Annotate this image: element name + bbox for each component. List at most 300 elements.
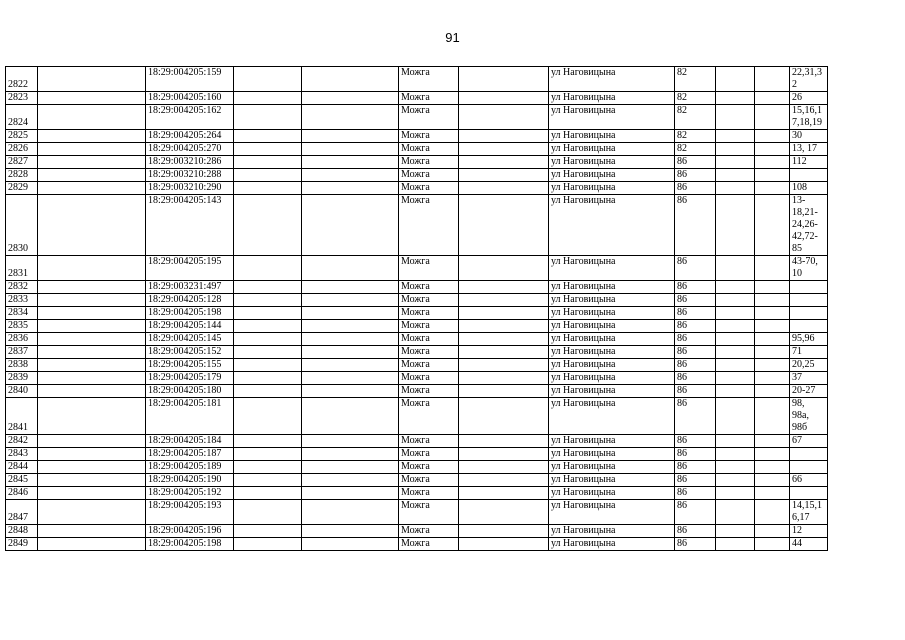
empty-cell [755,333,790,346]
empty-cell [234,294,302,307]
empty-cell [755,474,790,487]
empty-cell [234,307,302,320]
cadastral-number: 18:29:004205:159 [146,67,234,92]
city: Можга [399,307,459,320]
empty-cell [716,105,755,130]
rooms: 71 [790,346,828,359]
table-row [6,461,828,474]
owner-cell [38,385,146,398]
cadastral-number: 18:29:004205:198 [146,307,234,320]
street: ул Наговицына [549,281,675,294]
empty-cell [755,105,790,130]
owner-cell [38,461,146,474]
rooms [790,487,828,500]
empty-cell [716,294,755,307]
row-number: 2823 [6,92,38,105]
street: ул Наговицына [549,359,675,372]
row-number: 2827 [6,156,38,169]
city: Можга [399,461,459,474]
owner-cell [38,474,146,487]
rooms: 22,31,3 2 [790,67,828,92]
empty-cell [755,448,790,461]
cadastral-number: 18:29:003210:290 [146,182,234,195]
empty-cell [302,448,399,461]
empty-cell [459,195,549,256]
row-number: 2837 [6,346,38,359]
owner-cell [38,294,146,307]
street: ул Наговицына [549,333,675,346]
cadastral-number: 18:29:004205:189 [146,461,234,474]
owner-cell [38,320,146,333]
empty-cell [755,372,790,385]
empty-cell [755,461,790,474]
empty-cell [302,500,399,525]
empty-cell [234,538,302,551]
owner-cell [38,525,146,538]
street: ул Наговицына [549,195,675,256]
owner-cell [38,333,146,346]
empty-cell [302,333,399,346]
table-row [6,294,828,307]
street: ул Наговицына [549,398,675,435]
empty-cell [755,281,790,294]
rooms: 13, 17 [790,143,828,156]
rooms: 66 [790,474,828,487]
empty-cell [755,143,790,156]
empty-cell [459,398,549,435]
empty-cell [716,92,755,105]
house-number: 86 [675,461,716,474]
empty-cell [234,359,302,372]
empty-cell [716,143,755,156]
city: Можга [399,487,459,500]
table-row [6,130,828,143]
house-number: 86 [675,487,716,500]
street: ул Наговицына [549,130,675,143]
empty-cell [302,256,399,281]
empty-cell [302,474,399,487]
empty-cell [302,359,399,372]
house-number: 86 [675,500,716,525]
empty-cell [234,398,302,435]
house-number: 86 [675,195,716,256]
empty-cell [459,130,549,143]
cadastral-number: 18:29:003210:288 [146,169,234,182]
owner-cell [38,281,146,294]
rooms: 12 [790,525,828,538]
table-row [6,435,828,448]
empty-cell [716,195,755,256]
cadastral-number: 18:29:004205:187 [146,448,234,461]
street: ул Наговицына [549,67,675,92]
street: ул Наговицына [549,385,675,398]
house-number: 82 [675,105,716,130]
row-number: 2825 [6,130,38,143]
city: Можга [399,525,459,538]
house-number: 82 [675,67,716,92]
rooms: 30 [790,130,828,143]
owner-cell [38,435,146,448]
house-number: 86 [675,281,716,294]
empty-cell [459,67,549,92]
row-number: 2834 [6,307,38,320]
table-row [6,67,828,92]
empty-cell [755,398,790,435]
empty-cell [459,461,549,474]
empty-cell [716,448,755,461]
page-number: 91 [445,30,460,45]
empty-cell [716,372,755,385]
empty-cell [755,538,790,551]
empty-cell [755,156,790,169]
owner-cell [38,105,146,130]
cadastral-number: 18:29:004205:181 [146,398,234,435]
cadastral-number: 18:29:004205:196 [146,525,234,538]
house-number: 86 [675,385,716,398]
street: ул Наговицына [549,320,675,333]
street: ул Наговицына [549,156,675,169]
table-row [6,256,828,281]
rooms: 26 [790,92,828,105]
city: Можга [399,372,459,385]
empty-cell [234,487,302,500]
row-number: 2849 [6,538,38,551]
rooms: 37 [790,372,828,385]
empty-cell [302,281,399,294]
house-number: 86 [675,169,716,182]
empty-cell [716,307,755,320]
city: Можга [399,105,459,130]
house-number: 86 [675,538,716,551]
table-row [6,307,828,320]
empty-cell [234,105,302,130]
house-number: 82 [675,130,716,143]
empty-cell [459,105,549,130]
city: Можга [399,195,459,256]
empty-cell [755,320,790,333]
cadastral-number: 18:29:004205:193 [146,500,234,525]
rooms: 13- 18,21- 24,26- 42,72- 85 [790,195,828,256]
empty-cell [716,169,755,182]
table-row [6,182,828,195]
owner-cell [38,143,146,156]
cadastral-number: 18:29:004205:162 [146,105,234,130]
row-number: 2822 [6,67,38,92]
empty-cell [302,320,399,333]
rooms: 20-27 [790,385,828,398]
empty-cell [234,169,302,182]
empty-cell [234,500,302,525]
empty-cell [234,372,302,385]
empty-cell [755,182,790,195]
empty-cell [459,385,549,398]
cadastral-number: 18:29:004205:143 [146,195,234,256]
city: Можга [399,256,459,281]
house-number: 86 [675,320,716,333]
rooms [790,294,828,307]
cadastral-number: 18:29:004205:160 [146,92,234,105]
table-row [6,156,828,169]
empty-cell [234,320,302,333]
street: ул Наговицына [549,525,675,538]
cadastral-number: 18:29:004205:180 [146,385,234,398]
empty-cell [716,385,755,398]
owner-cell [38,307,146,320]
cadastral-number: 18:29:004205:190 [146,474,234,487]
row-number: 2840 [6,385,38,398]
empty-cell [716,182,755,195]
row-number: 2842 [6,435,38,448]
rooms [790,448,828,461]
owner-cell [38,372,146,385]
empty-cell [459,346,549,359]
empty-cell [459,372,549,385]
rooms: 14,15,1 6,17 [790,500,828,525]
row-number: 2838 [6,359,38,372]
empty-cell [755,169,790,182]
street: ул Наговицына [549,487,675,500]
empty-cell [716,320,755,333]
owner-cell [38,182,146,195]
rooms: 43-70, 10 [790,256,828,281]
city: Можга [399,474,459,487]
empty-cell [716,130,755,143]
city: Можга [399,169,459,182]
empty-cell [302,538,399,551]
empty-cell [755,385,790,398]
empty-cell [302,92,399,105]
empty-cell [302,143,399,156]
house-number: 86 [675,525,716,538]
empty-cell [459,474,549,487]
street: ул Наговицына [549,256,675,281]
owner-cell [38,538,146,551]
empty-cell [716,67,755,92]
city: Можга [399,346,459,359]
empty-cell [755,294,790,307]
house-number: 86 [675,307,716,320]
empty-cell [716,525,755,538]
house-number: 82 [675,92,716,105]
table-row [6,487,828,500]
empty-cell [755,67,790,92]
table-row [6,281,828,294]
empty-cell [755,307,790,320]
empty-cell [302,385,399,398]
owner-cell [38,346,146,359]
row-number: 2828 [6,169,38,182]
cadastral-number: 18:29:004205:195 [146,256,234,281]
house-number: 86 [675,359,716,372]
row-number: 2846 [6,487,38,500]
empty-cell [234,333,302,346]
cadastral-number: 18:29:004205:264 [146,130,234,143]
rooms [790,320,828,333]
empty-cell [459,525,549,538]
city: Можга [399,130,459,143]
city: Можга [399,156,459,169]
table-row [6,474,828,487]
cadastral-number: 18:29:004205:192 [146,487,234,500]
empty-cell [459,487,549,500]
owner-cell [38,169,146,182]
table-row [6,346,828,359]
row-number: 2839 [6,372,38,385]
owner-cell [38,67,146,92]
cadastral-number: 18:29:004205:144 [146,320,234,333]
house-number: 86 [675,474,716,487]
empty-cell [755,487,790,500]
table-row [6,320,828,333]
empty-cell [234,92,302,105]
empty-cell [755,346,790,359]
row-number: 2841 [6,398,38,435]
owner-cell [38,359,146,372]
table-row [6,169,828,182]
empty-cell [302,67,399,92]
city: Можга [399,448,459,461]
street: ул Наговицына [549,461,675,474]
table-row [6,92,828,105]
empty-cell [234,130,302,143]
row-number: 2833 [6,294,38,307]
empty-cell [234,156,302,169]
table-row [6,359,828,372]
empty-cell [302,435,399,448]
empty-cell [459,448,549,461]
street: ул Наговицына [549,500,675,525]
empty-cell [302,182,399,195]
street: ул Наговицына [549,435,675,448]
owner-cell [38,448,146,461]
empty-cell [716,281,755,294]
table-row [6,525,828,538]
empty-cell [459,256,549,281]
empty-cell [234,143,302,156]
empty-cell [234,195,302,256]
rooms [790,281,828,294]
house-number: 86 [675,372,716,385]
house-number: 86 [675,435,716,448]
city: Можга [399,359,459,372]
city: Можга [399,143,459,156]
empty-cell [302,130,399,143]
empty-cell [302,294,399,307]
city: Можга [399,320,459,333]
empty-cell [302,372,399,385]
empty-cell [716,538,755,551]
empty-cell [302,525,399,538]
empty-cell [459,169,549,182]
street: ул Наговицына [549,538,675,551]
empty-cell [459,435,549,448]
row-number: 2831 [6,256,38,281]
city: Можга [399,500,459,525]
empty-cell [716,461,755,474]
empty-cell [716,359,755,372]
cadastral-number: 18:29:004205:145 [146,333,234,346]
city: Можга [399,398,459,435]
empty-cell [459,333,549,346]
owner-cell [38,398,146,435]
cadastral-number: 18:29:004205:155 [146,359,234,372]
rooms: 15,16,1 7,18,19 [790,105,828,130]
street: ул Наговицына [549,372,675,385]
empty-cell [302,156,399,169]
empty-cell [459,538,549,551]
empty-cell [234,256,302,281]
registry-table [5,66,828,551]
owner-cell [38,487,146,500]
row-number: 2844 [6,461,38,474]
empty-cell [302,195,399,256]
empty-cell [716,398,755,435]
cadastral-number: 18:29:004205:270 [146,143,234,156]
empty-cell [755,435,790,448]
city: Можга [399,435,459,448]
rooms [790,307,828,320]
row-number: 2836 [6,333,38,346]
owner-cell [38,130,146,143]
city: Можга [399,182,459,195]
empty-cell [716,346,755,359]
empty-cell [716,333,755,346]
house-number: 86 [675,294,716,307]
empty-cell [755,130,790,143]
house-number: 86 [675,448,716,461]
row-number: 2835 [6,320,38,333]
empty-cell [234,281,302,294]
street: ул Наговицына [549,169,675,182]
empty-cell [234,67,302,92]
empty-cell [755,92,790,105]
cadastral-number: 18:29:004205:198 [146,538,234,551]
table-body [6,67,828,551]
row-number: 2845 [6,474,38,487]
table-row [6,500,828,525]
empty-cell [234,461,302,474]
cadastral-number: 18:29:004205:128 [146,294,234,307]
house-number: 86 [675,256,716,281]
row-number: 2832 [6,281,38,294]
owner-cell [38,156,146,169]
table-row [6,448,828,461]
row-number: 2824 [6,105,38,130]
house-number: 86 [675,333,716,346]
rooms: 67 [790,435,828,448]
street: ул Наговицына [549,474,675,487]
house-number: 86 [675,398,716,435]
city: Можга [399,333,459,346]
house-number: 82 [675,143,716,156]
empty-cell [716,474,755,487]
table-row [6,333,828,346]
city: Можга [399,281,459,294]
empty-cell [459,156,549,169]
owner-cell [38,256,146,281]
empty-cell [302,307,399,320]
empty-cell [716,500,755,525]
empty-cell [755,525,790,538]
empty-cell [459,307,549,320]
rooms: 20,25 [790,359,828,372]
table-row [6,385,828,398]
street: ул Наговицына [549,307,675,320]
street: ул Наговицына [549,92,675,105]
empty-cell [234,182,302,195]
empty-cell [755,195,790,256]
house-number: 86 [675,346,716,359]
